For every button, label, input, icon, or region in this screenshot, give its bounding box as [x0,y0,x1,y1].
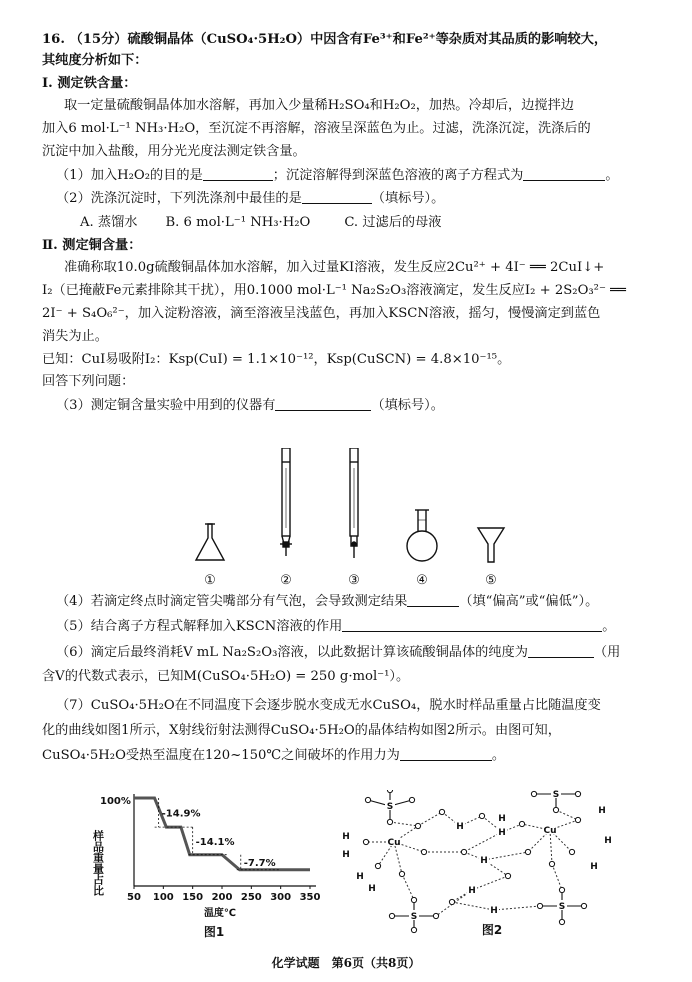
section1-para-3: 沉淀中加入盐酸，用分光光度法测定铁含量。 [42,144,306,159]
section2-para-1: 准确称取10.0g硫酸铜晶体加水溶解，加入过量KI溶液，发生反应2Cu²⁺ + 4I⁻ ══ 2CuI↓+ [64,260,605,275]
question-5-text: （5）结合离子方程式解释加入KSCN溶液的作用 [56,619,343,634]
hydrogen-atom: H [598,806,606,816]
chart-x-tick-label: 200 [211,892,233,903]
apparatus-label-3: ③ [348,573,360,588]
question-7-text: CuSO₄·5H₂O受热至温度在120~150℃之间破坏的作用力为 [42,748,400,763]
question-3 [56,396,444,416]
chart-y-label: 样品重量占比 [91,830,105,896]
chart-x-tick-label: 150 [182,892,204,903]
answer-blank-7[interactable] [400,746,492,761]
sulfur-atom: S [386,802,394,812]
hydrogen-bond [556,810,578,820]
hydrogen-atom: H [480,856,488,866]
oxygen-atom [387,790,392,793]
burette-icon [280,448,292,556]
apparatus-label-4: ④ [416,573,428,588]
question-3-end: （填标号）。 [371,398,444,413]
hydrogen-atom: H [342,850,350,860]
figure-1-chart [84,790,324,942]
copper-atom: Cu [387,838,401,848]
oxygen-atom [411,927,416,932]
hydrogen-atom: H [468,886,476,896]
oxygen-atom [575,817,580,822]
q16-header: 16. （15分）硫酸铜晶体（CuSO₄·5H₂O）中因含有Fe³⁺和Fe²⁺等杂质对其品质的影响较大， [42,32,608,47]
oxygen-atom [399,871,404,876]
chart-series-line [134,798,310,870]
section1-title: Ⅰ. 测定铁含量： [42,76,137,91]
oxygen-atom [365,797,370,802]
page-footer: 化学试题 第6页（共8页） [271,956,421,970]
section1-para-2: 加入6 mol·L⁻¹ NH₃·H₂O，至沉淀不再溶解，溶液呈深蓝色为止。过滤，洗涤沉淀，洗涤后的 [42,121,591,136]
question-7-end: 。 [491,748,506,763]
oxygen-atom [531,791,536,796]
hydrogen-atom: H [590,862,598,872]
oxygen-atom [411,897,416,902]
question-3-text: （3）测定铜含量实验中用到的仪器有 [56,398,276,413]
question-5-end: 。 [602,619,616,634]
question-1-text-b: ；沉淀溶解得到深蓝色溶液的离子方程式为 [272,168,524,183]
hydrogen-atom: H [356,872,364,882]
chart-x-tick-label: 300 [270,892,292,903]
chart-y-top-label: 100% [100,796,131,807]
question-1-text-a: （1）加入H₂O₂的目的是 [56,168,203,183]
answer-blank-6[interactable] [528,643,594,658]
chart-annotation: -14.9% [161,808,201,820]
known-info: 已知：CuI易吸附I₂：Ksp(CuI) = 1.1×10⁻¹²，Ksp(CuSCN) = 4.8×10⁻¹⁵。 [42,352,511,367]
sulfur-atom: S [558,902,566,912]
oxygen-atom [559,919,564,924]
hydrogen-atom: H [604,836,612,846]
hydrogen-bond [452,902,494,910]
oxygen-atom [519,821,524,826]
question-4-text: （4）若滴定终点时滴定管尖嘴部分有气泡，会导致测定结果 [56,594,408,609]
volumetric-flask-icon [407,510,437,561]
apparatus-label-5: ⑤ [485,573,497,588]
hydrogen-atom: H [456,822,464,832]
funnel-icon [478,528,504,562]
question-7b: 化的曲线如图1所示，X射线衍射法测得CuSO₄·5H₂O的晶体结构如图2所示。由图可知， [42,723,561,738]
answer-blank-1b[interactable] [523,166,605,181]
oxygen-atom [461,849,466,854]
sulfur-atom: S [552,790,560,800]
copper-atom: Cu [543,826,557,836]
oxygen-atom [439,809,444,814]
question-6-text: （6）滴定后最终消耗V mL Na₂S₂O₃溶液，以此数据计算该硫酸铜晶体的纯度为 [56,645,528,660]
chart-x-tick-label: 100 [152,892,174,903]
answer-prompt: 回答下列问题： [42,374,135,389]
oxygen-atom [505,873,510,878]
q16-header-cont: 其纯度分析如下： [42,53,148,68]
oxygen-atom [375,863,380,868]
hydrogen-bond [464,832,502,852]
section2-para-4: 消失为止。 [42,329,108,344]
option-a: A. 蒸馏水 [80,215,138,230]
answer-blank-3[interactable] [275,396,371,411]
answer-blank-4[interactable] [407,592,459,607]
question-2-text: （2）洗涤沉淀时，下列洗涤剂中最佳的是 [56,191,302,206]
question-2 [56,189,444,209]
chart-x-tick-label: 250 [240,892,262,903]
hydrogen-atom: H [498,814,506,824]
question-7c [42,746,505,766]
question-6-text-end: （用 [593,645,621,660]
question-2-end: （填标号）。 [371,191,445,206]
oxygen-atom [575,791,580,796]
figure-2-caption: 图2 [481,923,503,937]
section2-para-3: 2I⁻ + S₄O₆²⁻，加入淀粉溶液，滴至溶液呈浅蓝色，再加入KSCN溶液，摇匀，慢慢滴定到蓝色 [42,306,601,321]
oxygen-atom [479,813,484,818]
question-6a [56,643,620,663]
oxygen-atom [525,849,530,854]
oxygen-atom [449,899,454,904]
chart-x-tick-label: 350 [299,892,321,903]
oxygen-atom [553,807,558,812]
hydrogen-bond [484,852,528,860]
section1-para-1: 取一定量硫酸铜晶体加水溶解，再加入少量稀H₂SO₄和H₂O₂，加热。冷却后，边搅拌边 [64,98,574,113]
oxygen-atom [363,839,368,844]
oxygen-atom [581,903,586,908]
oxygen-atom [389,913,394,918]
oxygen-atom [415,823,420,828]
figure-1-caption: 图1 [203,925,225,939]
hydrogen-bond [494,906,540,910]
oxygen-atom [569,849,574,854]
section2-para-2: I₂（已掩蔽Fe元素排除其干扰），用0.1000 mol·L⁻¹ Na₂S₂O₃溶液滴定，发生反应I₂ + 2S₂O₃²⁻ ══ [42,283,626,298]
apparatus-label-1: ① [204,573,216,588]
chart-annotation: -7.7% [243,858,276,870]
question-1 [56,166,619,186]
figure-2-structure [332,790,632,940]
apparatus-figure [190,448,520,588]
question-2-options [80,213,441,233]
answer-blank-5[interactable] [342,617,602,632]
burette-alkali-icon [350,448,358,558]
oxygen-atom [421,849,426,854]
oxygen-atom [537,903,542,908]
oxygen-atom [549,861,554,866]
question-6b: 含V的代数式表示，已知M(CuSO₄·5H₂O) = 250 g·mol⁻¹）。 [42,669,410,684]
chart-annotation: -14.1% [195,836,235,848]
hydrogen-bond [402,874,414,900]
question-4 [56,592,598,612]
hydrogen-bond [552,864,562,890]
oxygen-atom [433,913,438,918]
conical-flask-icon [196,524,224,560]
chart-x-tick-label: 50 [127,892,141,903]
apparatus-label-2: ② [280,573,292,588]
hydrogen-bond [418,812,442,826]
section2-title: Ⅱ. 测定铜含量： [42,238,142,253]
hydrogen-bond [390,822,418,826]
answer-blank-2[interactable] [302,189,372,204]
question-5 [56,617,615,637]
hydrogen-bond [472,876,508,890]
oxygen-atom [387,819,392,824]
question-4-end: （填“偏高”或“偏低”）。 [459,594,599,609]
hydrogen-atom: H [368,884,376,894]
option-c: C. 过滤后的母液 [344,215,442,230]
chart-x-label: 温度℃ [203,908,237,919]
oxygen-atom [559,887,564,892]
question-7a: （7）CuSO₄·5H₂O在不同温度下会逐步脱水变成无水CuSO₄，脱水时样品重量占比随温度变 [56,698,601,713]
oxygen-atom [409,797,414,802]
answer-blank-1a[interactable] [203,166,273,181]
hydrogen-atom: H [342,832,350,842]
option-b: B. 6 mol·L⁻¹ NH₃·H₂O [165,215,311,230]
question-1-end: 。 [605,168,619,183]
hydrogen-atom: H [490,906,498,916]
hydrogen-atom: H [498,828,506,838]
sulfur-atom: S [410,912,418,922]
